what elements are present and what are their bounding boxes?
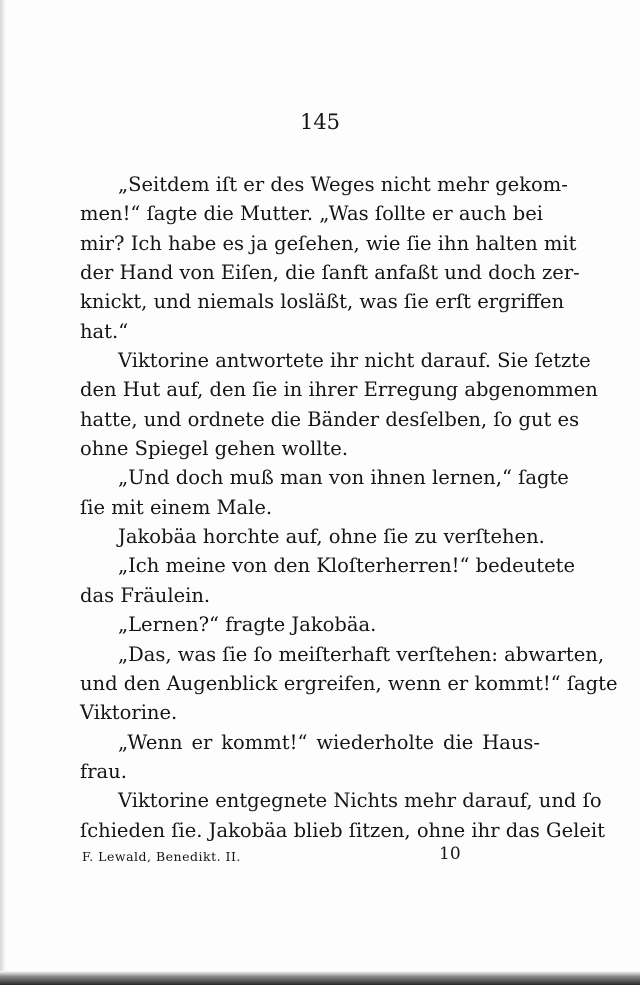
text-line: hatte, und ordnete die Bänder desſelben, ſo gut es (80, 407, 580, 431)
text-line: hat.“ (80, 319, 129, 343)
body-text (80, 170, 618, 845)
text-line: Viktorine entgegnete Nichts mehr darauf, und ſo (118, 789, 602, 813)
text-line: „Wenn er kommt!“ wiederholte die Haus- (118, 730, 540, 754)
text-line: „Seitdem iſt er des Weges nicht mehr gekom- (118, 173, 568, 196)
scan-edge-bottom (0, 971, 640, 985)
text-line: das Fräulein. (80, 583, 211, 607)
scan-edge-left (0, 0, 6, 985)
text-line: ohne Spiegel gehen wollte. (80, 437, 349, 461)
text-line: „Und doch muß man von ihnen lernen,“ ſagte (118, 466, 569, 490)
text-line: „Das, was ſie ſo meiſterhaft verſtehen: abwarten, (118, 642, 605, 666)
printer-signature: F. Lewald, Benedikt. II. (82, 849, 241, 864)
text-line: Viktorine. (80, 701, 178, 725)
text-line: „Ich meine von den Kloſterherren!“ bedeutete (118, 554, 576, 578)
text-line: ſchieden ſie. Jakobäa blieb ſitzen, ohne ihr das Geleit (80, 818, 606, 842)
text-line: der Hand von Eiſen, die ſanft anfaßt und doch zer- (80, 261, 580, 285)
text-line: den Hut auf, den ſie in ihrer Erregung abgenommen (80, 378, 598, 402)
text-line: frau. (80, 759, 127, 783)
page-number: 145 (299, 110, 341, 134)
text-line: men!“ ſagte die Mutter. „Was ſollte er auch bei (80, 202, 544, 226)
text-line: knickt, und niemals losläßt, was ſie erſt ergriffen (80, 290, 565, 314)
text-line: „Lernen?“ fragte Jakobäa. (118, 613, 377, 637)
text-line: und den Augenblick ergreifen, wenn er kommt!“ ſagte (80, 671, 618, 695)
text-line: Viktorine antwortete ihr nicht darauf. Sie ſetzte (118, 349, 591, 373)
text-line: ſie mit einem Male. (80, 495, 273, 519)
text-line: mir? Ich habe es ja geſehen, wie ſie ihn halten mit (80, 231, 577, 255)
sheet-number: 10 (439, 844, 461, 864)
text-line: Jakobäa horchte auf, ohne ſie zu verſtehen. (118, 525, 545, 549)
